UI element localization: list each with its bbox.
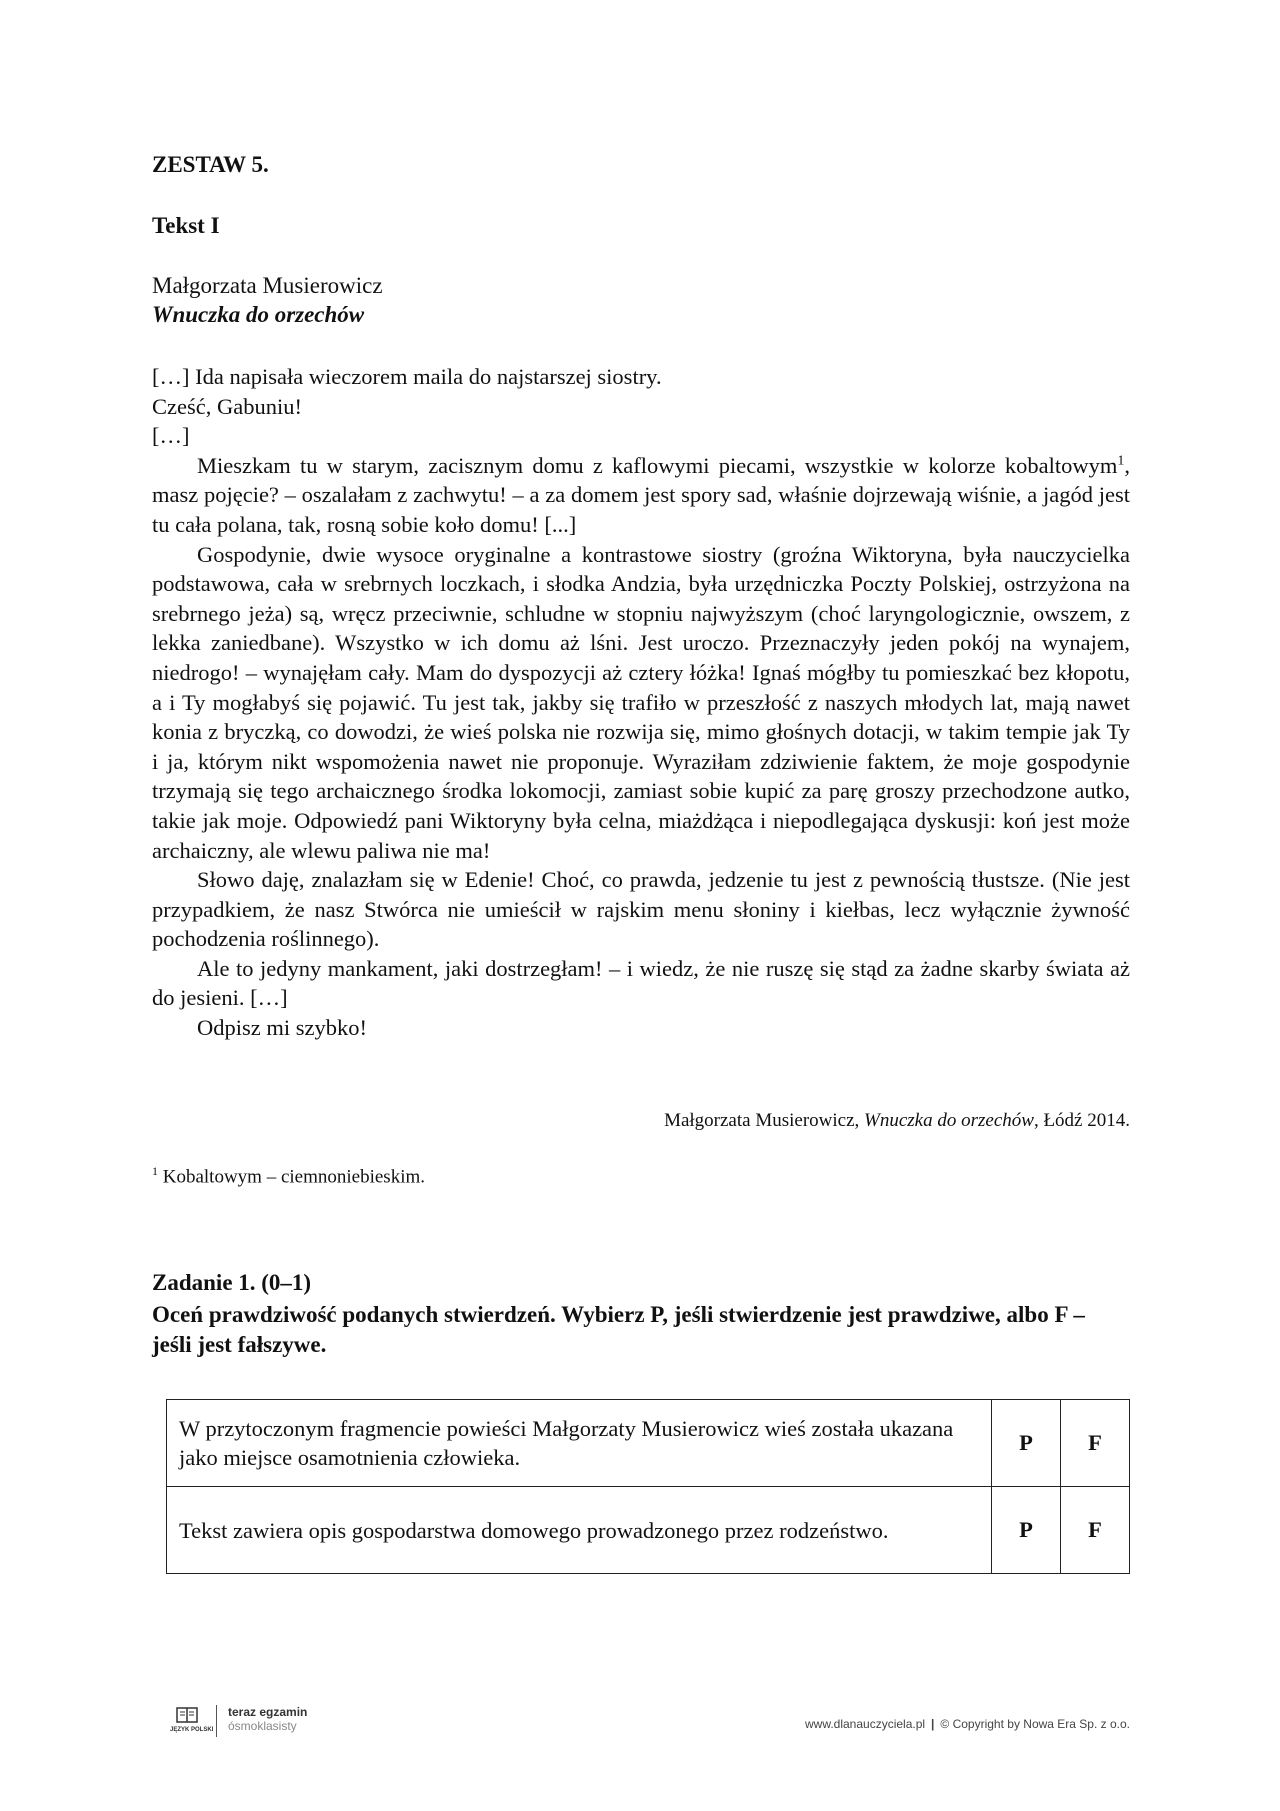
footer-divider xyxy=(216,1705,217,1737)
paragraph: Ale to jedyny mankament, jaki dostrzegłam! – i wiedz, że nie ruszę się stąd za żadne skarby świata aż do jesieni. […] xyxy=(152,955,1130,1011)
paragraph-text: , masz pojęcie? – oszalałam z zachwytu! – a za domem jest spory sad, właśnie dojrzewają wiśnie, a jagód jest tu cała polana, tak, rosną sobie koło domu! [...] xyxy=(152,452,1130,537)
footnote-mark: 1 xyxy=(1117,453,1125,469)
source-rest: , Łódź 2014. xyxy=(1033,1110,1130,1131)
paragraph: […] Ida napisała wieczorem maila do najstarszej siostry. xyxy=(152,364,662,389)
source-citation xyxy=(664,1110,1130,1132)
paragraph: Gospodynie, dwie wysoce oryginalne a kontrastowe siostry (groźna Wiktoryna, była nauczycielka podstawowa, cała w srebrnych loczkach, i słodka Andzia, była urzędniczka Poczty Polskiej, ostrzyżona na srebrnego jeża) są, wręcz przeciwnie, schludne w stopniu najwyższym (choć laryngologicznie, owszem, z lekka zaniedbane). Wszystko w ich domu aż lśni. Jest uroczo. Przeznaczyły jeden pokój na wynajem, niedrogo! – wynajęłam cały. Mam do dyspozycji aż cztery łóżka! Ignaś mógłby tu pomieszkać bez kłopotu, a i Ty mogłabyś się pojawić. Tu jest tak, jakby się trafiło w przeszłość z naszych młodych lat, mają nawet konia z bryczką, co dowodzi, że wieś polska nie rozwija się, mimo głośnych dotacji, w takim tempie jak Ty i ja, którym nikt wspomożenia nawet nie proponuje. Wyraziłam zdziwienie faktem, że moje gospodynie trzymają się tego archaicznego środka lokomocji, zamiast sobie kupić za parę groszy przechodzone autko, takie jak moje. Odpowiedź pani Wiktoryny była celna, miażdżąca i niepodlegająca dyskusji: koń jest może archaiczny, ale wlewu paliwa nie ma! xyxy=(152,541,1130,863)
paragraph xyxy=(152,451,1130,540)
task-instruction: Oceń prawdziwość podanych stwierdzeń. Wybierz P, jeśli stwierdzenie jest prawdziwe, albo F – jeśli jest fałszywe. xyxy=(152,1302,1085,1357)
series-subtitle: ósmoklasisty xyxy=(228,1719,297,1733)
text-label: Tekst I xyxy=(152,213,220,238)
task-heading: Zadanie 1. (0–1) xyxy=(152,1270,312,1295)
book-logo-icon xyxy=(176,1707,198,1723)
source-author: Małgorzata Musierowicz, xyxy=(664,1110,865,1131)
answer-f-option[interactable]: F xyxy=(1061,1400,1130,1487)
copyright: © Copyright by Nowa Era Sp. z o.o. xyxy=(940,1717,1130,1731)
table-row xyxy=(167,1487,1130,1574)
site-link[interactable]: www.dlanauczyciela.pl xyxy=(804,1717,926,1731)
footnote-number: 1 xyxy=(152,1164,158,1178)
answer-p-option[interactable]: P xyxy=(992,1400,1061,1487)
ellipsis: […] xyxy=(152,423,190,449)
statement-cell: Tekst zawiera opis gospodarstwa domowego prowadzonego przez rodzeństwo. xyxy=(167,1487,992,1574)
excerpt-body xyxy=(152,362,1130,1043)
paragraph-text: Mieszkam tu w starym, zacisznym domu z kaflowymi piecami, wszystkie w kolorze kobaltowym xyxy=(197,452,1118,478)
set-heading: ZESTAW 5. xyxy=(152,152,269,177)
series-name: teraz egzamin xyxy=(228,1705,308,1719)
footnote xyxy=(152,1164,425,1188)
table-row xyxy=(167,1400,1130,1487)
true-false-table xyxy=(166,1399,1130,1574)
greeting: Cześć, Gabuniu! xyxy=(152,393,302,419)
footer-separator: | xyxy=(931,1717,935,1731)
work-author: Małgorzata Musierowicz xyxy=(152,273,383,298)
paragraph: Odpisz mi szybko! xyxy=(197,1015,367,1041)
statement-cell: W przytoczonym fragmencie powieści Małgorzaty Musierowicz wieś została ukazana jako miejsce osamotnienia człowieka. xyxy=(167,1400,992,1487)
answer-p-option[interactable]: P xyxy=(992,1487,1061,1574)
footnote-text: Kobaltowym – ciemnoniebieskim. xyxy=(158,1166,426,1188)
logo-caption: JĘZYK POLSKI xyxy=(170,1727,214,1733)
source-title: Wnuczka do orzechów xyxy=(864,1110,1034,1131)
answer-f-option[interactable]: F xyxy=(1061,1487,1130,1574)
paragraph: Słowo daję, znalazłam się w Edenie! Choć, co prawda, jedzenie tu jest z pewnością tłustsze. (Nie jest przypadkiem, że nasz Stwórca nie umieścił w rajskim menu słoniny i kiełbas, lecz wyłącznie żywność pochodzenia roślinnego). xyxy=(152,867,1130,952)
work-title: Wnuczka do orzechów xyxy=(152,302,365,327)
page-footer xyxy=(170,1705,1130,1745)
publisher-logo xyxy=(170,1707,214,1737)
footer-credits xyxy=(805,1717,1130,1731)
